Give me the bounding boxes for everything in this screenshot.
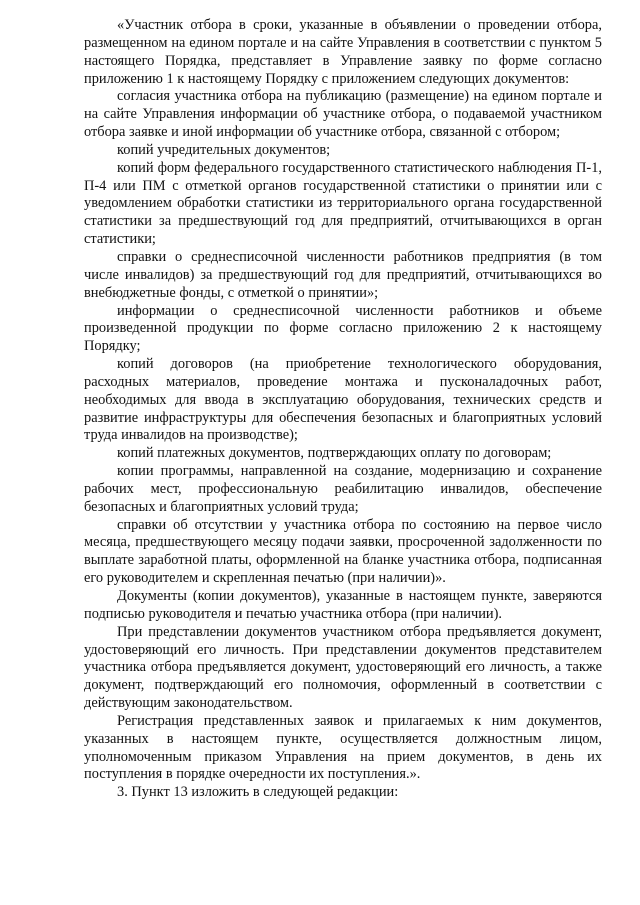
paragraph-registration: Регистрация представленных заявок и прилагаемых к ним документов, указанных в настоящем пункте, осуществляется должностным лицом, уполномоченным приказом Управления на прием документов, в день их поступления в порядке очередности их поступления.». — [84, 712, 602, 783]
paragraph-no-arrears-certificate: справки об отсутствии у участника отбора по состоянию на первое число месяца, предшествующего месяцу подачи заявки, просроченной задолженности по выплате заработной платы, оформленной на бланке участника отбора, подписанная его руководителем и скрепленная печатью (при наличии)». — [84, 516, 602, 587]
paragraph-statistics-forms: копий форм федерального государственного статистического наблюдения П-1, П-4 или ПМ с отметкой органов государственной статистики о принятии или с уведомлением обработки статистики из территориального органа государственной статистики за предшествующий год для предприятий, отчитывающихся в орган статистики; — [84, 159, 602, 248]
paragraph-item-13-amendment: 3. Пункт 13 изложить в следующей редакции: — [117, 784, 399, 801]
paragraph-program-copy: копии программы, направленной на создание, модернизацию и сохранение рабочих мест, профессиональную реабилитацию инвалидов, обеспечение безопасных и благоприятных условий труда; — [84, 463, 602, 515]
paragraph-headcount-certificate: справки о среднесписочной численности работников предприятия (в том числе инвалидов) за предшествующий год для предприятий, отчитывающихся во внебюджетные фонды, с отметкой о принятии»; — [84, 248, 602, 301]
paragraph-document-certification: Документы (копии документов), указанные в настоящем пункте, заверяются подписью руководителя и печатью участника отбора (при наличии). — [84, 588, 602, 622]
paragraph-application-submission: «Участник отбора в сроки, указанные в объявлении о проведении отбора, размещенном на едином портале и на сайте Управления в соответствии с пунктом 5 настоящего Порядка, представляет в Управление заявку по форме согласно приложению 1 к настоящему Порядку с приложением следующих документов: — [84, 17, 602, 87]
paragraph-payment-documents: копий платежных документов, подтверждающих оплату по договорам; — [117, 445, 552, 462]
paragraph-founding-documents: копий учредительных документов; — [117, 141, 331, 158]
paragraph-identity-documents: При представлении документов участником отбора предъявляется документ, удостоверяющий его личность. При представлении документов представителем участника отбора предъявляется документ, удостоверяющий его личность, а также документ, подтверждающий его полномочия, оформленный в соответствии с действующим законодательством. — [84, 623, 602, 712]
paragraph-publication-consent: согласия участника отбора на публикацию (размещение) на едином портале и на сайте Управления информации об участнике отбора, о подаваемой участником отбора заявке и иной информации об участнике отбора, связанной с отбором; — [84, 88, 602, 141]
document-page — [84, 17, 602, 802]
paragraph-contracts: копий договоров (на приобретение технологического оборудования, расходных материалов, проведение монтажа и пусконаладочных работ, необходимых для ввода в эксплуатацию оборудования, технических средств и развитие инфраструктуры для обеспечения безопасных и благоприятных условий труда инвалидов на производстве); — [84, 356, 602, 444]
paragraph-headcount-information: информации о среднесписочной численности работников и объеме произведенной продукции по форме согласно приложению 2 к настоящему Порядку; — [84, 302, 602, 355]
